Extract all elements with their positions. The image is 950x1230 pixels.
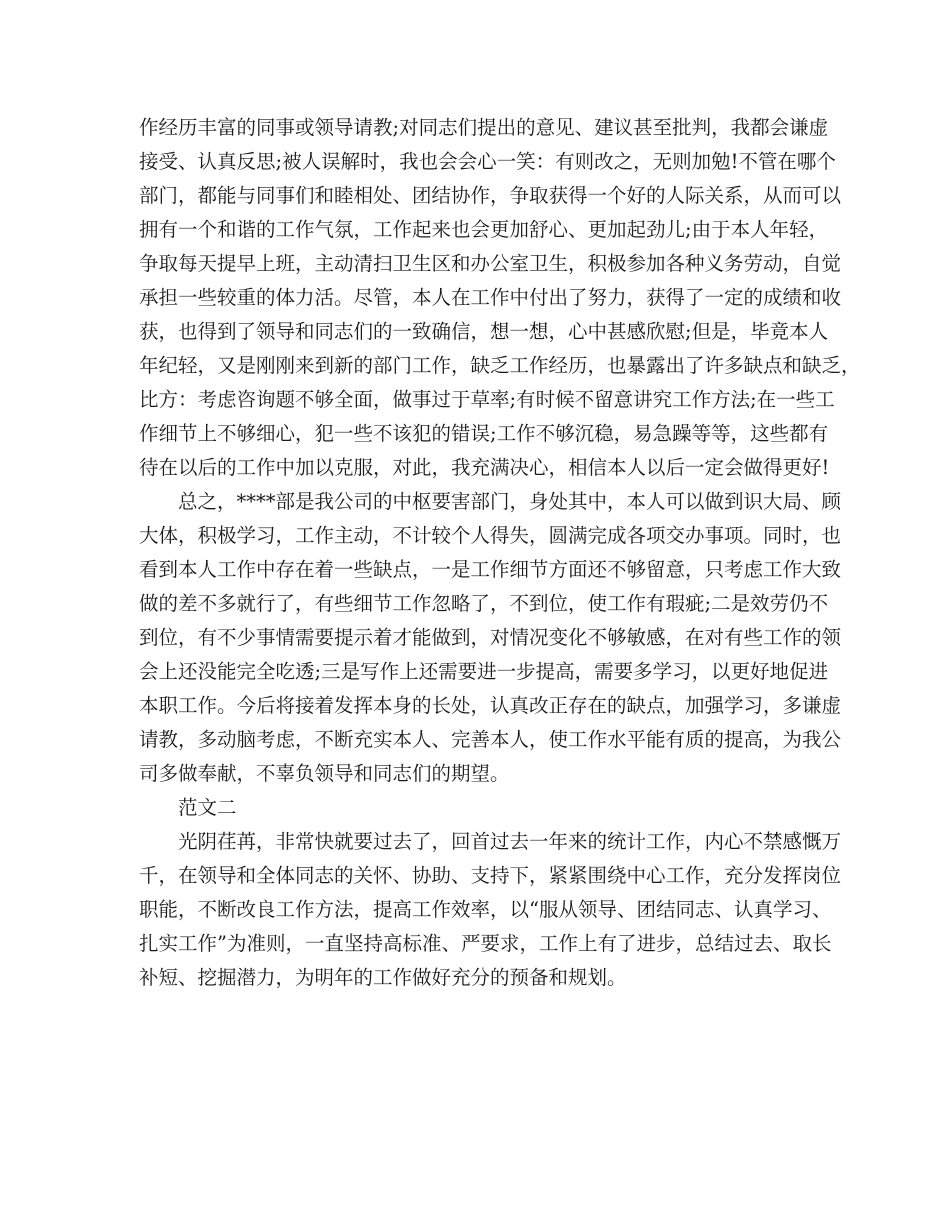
text-line: 年纪轻，又是刚刚来到新的部门工作，缺乏工作经历，也暴露出了许多缺点和缺乏，: [139, 354, 861, 377]
text-line: 部门，都能与同事们和睦相处、团结协作，争取获得一个好的人际关系，从而可以: [139, 184, 842, 207]
text-line: 到位，有不少事情需要提示着才能做到，对情况变化不够敏感，在对有些工作的领: [139, 626, 842, 649]
text-line: 补短、挖掘潜力，为明年的工作做好充分的预备和规划。: [139, 966, 627, 989]
text-line: 做的差不多就行了，有些细节工作忽略了，不到位，使工作有瑕疵;二是效劳仍不: [139, 592, 829, 615]
text-line: 作细节上不够细心，犯一些不该犯的错误;工作不够沉稳，易急躁等等，这些都有: [139, 422, 829, 445]
text-line: 承担一些较重的体力活。尽管，本人在工作中付出了努力，获得了一定的成绩和收: [139, 286, 842, 309]
text-line: 本职工作。今后将接着发挥本身的长处，认真改正存在的缺点，加强学习，多谦虚: [139, 694, 842, 717]
text-line: 会上还没能完全吃透;三是写作上还需要进一步提高，需要多学习，以更好地促进: [139, 660, 829, 683]
document-body: [139, 111, 861, 995]
text-line: 千，在领导和全体同志的关怀、协助、支持下，紧紧围绕中心工作，充分发挥岗位: [139, 864, 842, 887]
text-line: 获，也得到了领导和同志们的一致确信，想一想，心中甚感欣慰;但是，毕竟本人: [139, 320, 829, 343]
text-line: 待在以后的工作中加以克服，对此，我充满决心，相信本人以后一定会做得更好!: [139, 456, 830, 479]
text-line: 大体，积极学习，工作主动，不计较个人得失，圆满完成各项交办事项。同时，也: [139, 524, 842, 547]
text-line: 作经历丰富的同事或领导请教;对同志们提出的意见、建议甚至批判，我都会谦虚: [139, 116, 829, 139]
text-line: 司多做奉献，不辜负领导和同志们的期望。: [139, 762, 510, 785]
section-heading: 范文二: [139, 796, 237, 819]
text-line: 争取每天提早上班，主动清扫卫生区和办公室卫生，积极参加各种义务劳动，自觉: [139, 252, 842, 275]
text-line: 职能，不断改良工作方法，提高工作效率，以“服从领导、团结同志、认真学习、: [139, 898, 832, 921]
text-line: 比方：考虑咨询题不够全面，做事过于草率;有时候不留意讲究工作方法;在一些工: [139, 388, 835, 411]
text-line: 请教，多动脑考虑，不断充实本人、完善本人，使工作水平能有质的提高，为我公: [139, 728, 842, 751]
text-line: 看到本人工作中存在着一些缺点，一是工作细节方面还不够留意，只考虑工作大致: [139, 558, 842, 581]
paragraph-start-line: 光阴荏苒，非常快就要过去了，回首过去一年来的统计工作，内心不禁感慨万: [139, 830, 842, 853]
text-line: 拥有一个和谐的工作气氛，工作起来也会更加舒心、更加起劲儿;由于本人年轻，: [139, 218, 829, 241]
text-line: 接受、认真反思;被人误解时，我也会会心一笑：有则改之，无则加勉!不管在哪个: [139, 150, 836, 173]
paragraph-start-line: 总之，****部是我公司的中枢要害部门，身处其中，本人可以做到识大局、顾: [139, 490, 842, 513]
text-line: 扎实工作”为准则，一直坚持高标准、严要求，工作上有了进步，总结过去、取长: [139, 932, 832, 955]
